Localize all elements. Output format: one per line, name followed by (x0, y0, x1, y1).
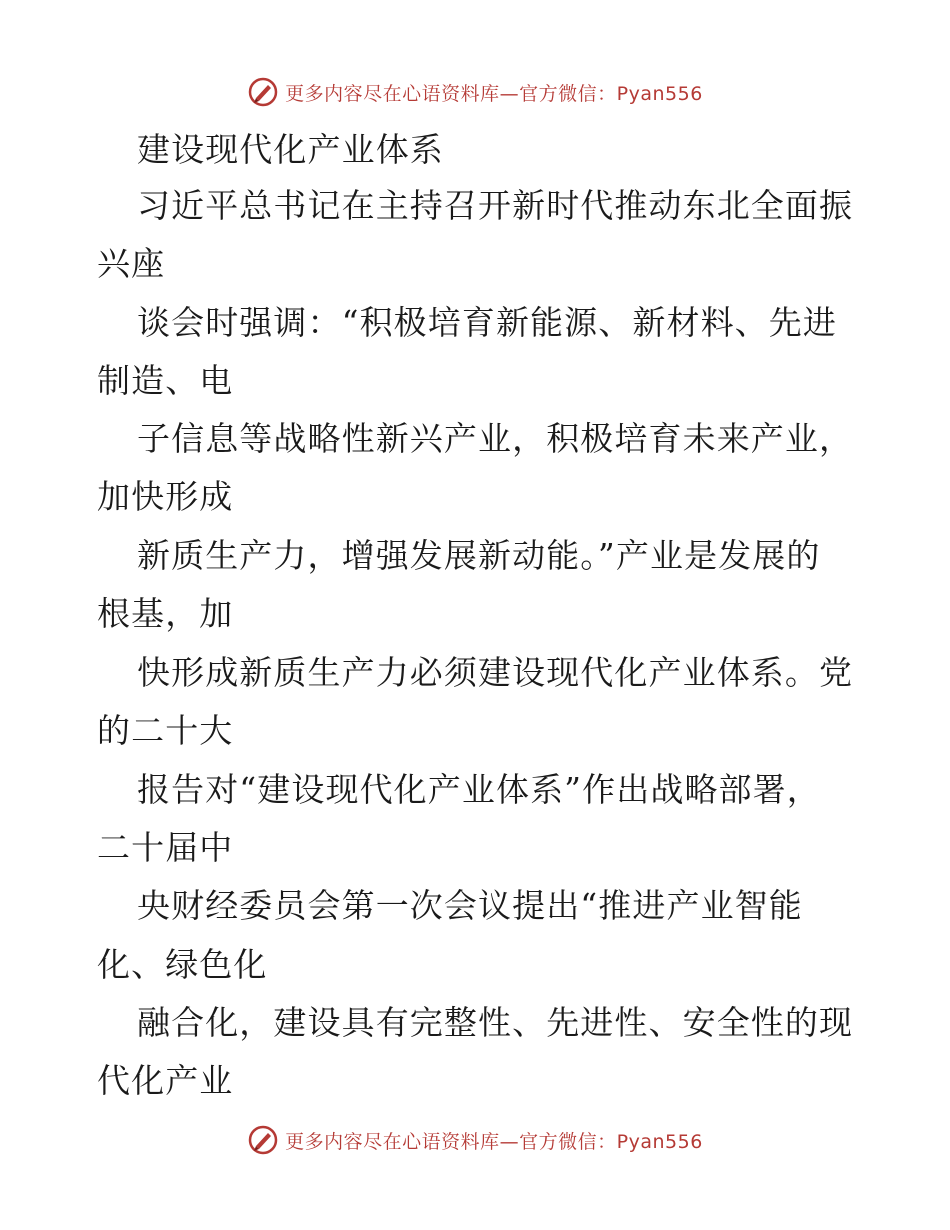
watermark-text: 更多内容尽在心语资料库—官方微信：Pyan556 (285, 1130, 703, 1153)
text-line: 央财经委员会第一次会议提出“推进产业智能 (137, 886, 803, 925)
text-line: 代化产业 (97, 1061, 234, 1100)
text-line: 子信息等战略性新兴产业，积极培育未来产业， (137, 419, 854, 458)
text-line: 二十届中 (97, 828, 234, 867)
text-line: 制造、电 (97, 361, 234, 400)
pen-logo-icon (247, 1124, 279, 1156)
watermark-footer (0, 1120, 950, 1160)
text-line: 习近平总书记在主持召开新时代推动东北全面振 (137, 186, 854, 225)
text-line: 快形成新质生产力必须建设现代化产业体系。党 (137, 653, 854, 692)
text-line: 根基，加 (97, 594, 234, 633)
text-line: 的二十大 (97, 711, 234, 750)
text-line: 兴座 (97, 244, 166, 283)
watermark-text: 更多内容尽在心语资料库—官方微信：Pyan556 (285, 82, 703, 105)
text-line: 加快形成 (97, 477, 234, 516)
pen-logo-icon (247, 76, 279, 108)
watermark-header (0, 72, 950, 112)
text-line: 融合化，建设具有完整性、先进性、安全性的现 (137, 1003, 854, 1042)
text-line: 新质生产力，增强发展新动能。”产业是发展的 (137, 536, 821, 575)
document-title: 建设现代化产业体系 (137, 130, 444, 169)
text-line: 谈会时强调：“积极培育新能源、新材料、先进 (137, 303, 837, 342)
text-line: 化、绿色化 (97, 945, 268, 984)
text-line: 报告对“建设现代化产业体系”作出战略部署， (137, 770, 821, 809)
